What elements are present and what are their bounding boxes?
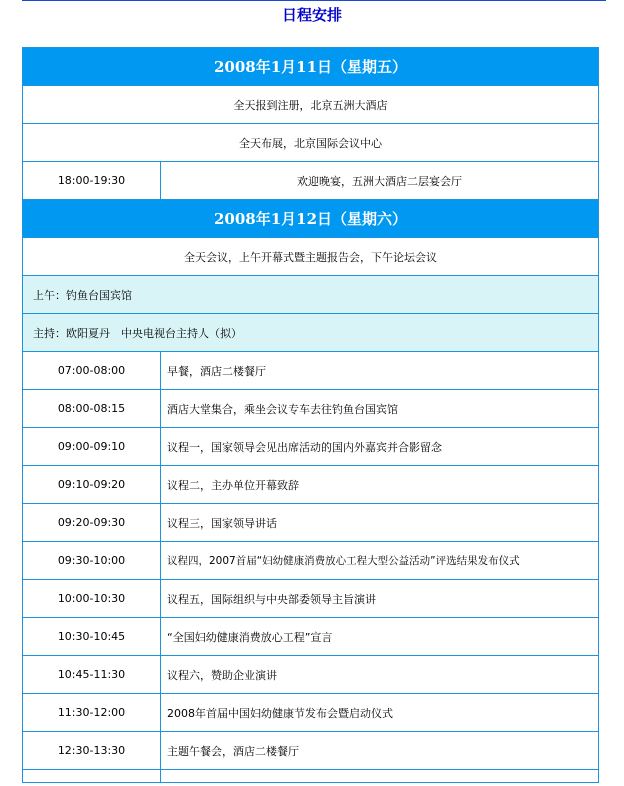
page-title: 日程安排 bbox=[281, 6, 342, 24]
table-row bbox=[23, 314, 599, 352]
day2-host: 主持：欧阳夏丹 中央电视台主持人（拟） bbox=[23, 314, 599, 352]
desc-cell: 议程四，2007首届“妇幼健康消费放心工程大型公益活动”评选结果发布仪式 bbox=[161, 542, 599, 580]
time-cell: 09:20-09:30 bbox=[23, 504, 161, 542]
desc-cell: 早餐，酒店二楼餐厅 bbox=[161, 352, 599, 390]
desc-cell: 议程五，国际组织与中央部委领导主旨演讲 bbox=[161, 580, 599, 618]
table-row bbox=[23, 694, 599, 732]
table-row bbox=[23, 428, 599, 466]
table-row bbox=[23, 466, 599, 504]
time-cell: 18:00-19:30 bbox=[23, 162, 161, 200]
table-row bbox=[23, 542, 599, 580]
table-row bbox=[23, 390, 599, 428]
desc-cell: 议程一，国家领导会见出席活动的国内外嘉宾并合影留念 bbox=[161, 428, 599, 466]
table-row bbox=[23, 732, 599, 770]
table-row bbox=[23, 352, 599, 390]
day1-setup: 全天布展，北京国际会议中心 bbox=[23, 124, 599, 162]
day2-date: 2008年1月12日（星期六） bbox=[23, 200, 599, 238]
table-row bbox=[23, 656, 599, 694]
desc-cell: 议程六，赞助企业演讲 bbox=[161, 656, 599, 694]
desc-cell: 酒店大堂集合，乘坐会议专车去往钓鱼台国宾馆 bbox=[161, 390, 599, 428]
time-cell: 10:45-11:30 bbox=[23, 656, 161, 694]
desc-cell: 欢迎晚宴，五洲大酒店二层宴会厅 bbox=[161, 162, 599, 200]
time-cell: 08:00-08:15 bbox=[23, 390, 161, 428]
desc-cell: 议程二，主办单位开幕致辞 bbox=[161, 466, 599, 504]
table-row bbox=[23, 124, 599, 162]
table-row bbox=[23, 504, 599, 542]
day1-registration: 全天报到注册，北京五洲大酒店 bbox=[23, 86, 599, 124]
time-cell: 07:00-08:00 bbox=[23, 352, 161, 390]
day2-summary: 全天会议，上午开幕式暨主题报告会，下午论坛会议 bbox=[23, 238, 599, 276]
desc-cell: 2008年首届中国妇幼健康节发布会暨启动仪式 bbox=[161, 694, 599, 732]
table-row bbox=[23, 86, 599, 124]
day2-venue: 上午：钓鱼台国宾馆 bbox=[23, 276, 599, 314]
time-cell: 12:30-13:30 bbox=[23, 732, 161, 770]
table-row-partial bbox=[23, 770, 599, 783]
day1-date: 2008年1月11日（星期五） bbox=[23, 48, 599, 86]
day1-date-row bbox=[23, 48, 599, 86]
day2-date-row bbox=[23, 200, 599, 238]
table-row bbox=[23, 276, 599, 314]
table-row bbox=[23, 580, 599, 618]
schedule-table bbox=[22, 47, 599, 783]
table-row bbox=[23, 238, 599, 276]
time-cell: 10:30-10:45 bbox=[23, 618, 161, 656]
table-row bbox=[23, 618, 599, 656]
time-cell: 09:30-10:00 bbox=[23, 542, 161, 580]
time-cell: 09:00-09:10 bbox=[23, 428, 161, 466]
desc-cell: “全国妇幼健康消费放心工程”宣言 bbox=[161, 618, 599, 656]
time-cell: 11:30-12:00 bbox=[23, 694, 161, 732]
time-cell-empty bbox=[23, 770, 161, 783]
time-cell: 09:10-09:20 bbox=[23, 466, 161, 504]
table-row bbox=[23, 162, 599, 200]
desc-cell-empty bbox=[161, 770, 599, 783]
desc-cell: 主题午餐会，酒店二楼餐厅 bbox=[161, 732, 599, 770]
time-cell: 10:00-10:30 bbox=[23, 580, 161, 618]
desc-cell: 议程三，国家领导讲话 bbox=[161, 504, 599, 542]
